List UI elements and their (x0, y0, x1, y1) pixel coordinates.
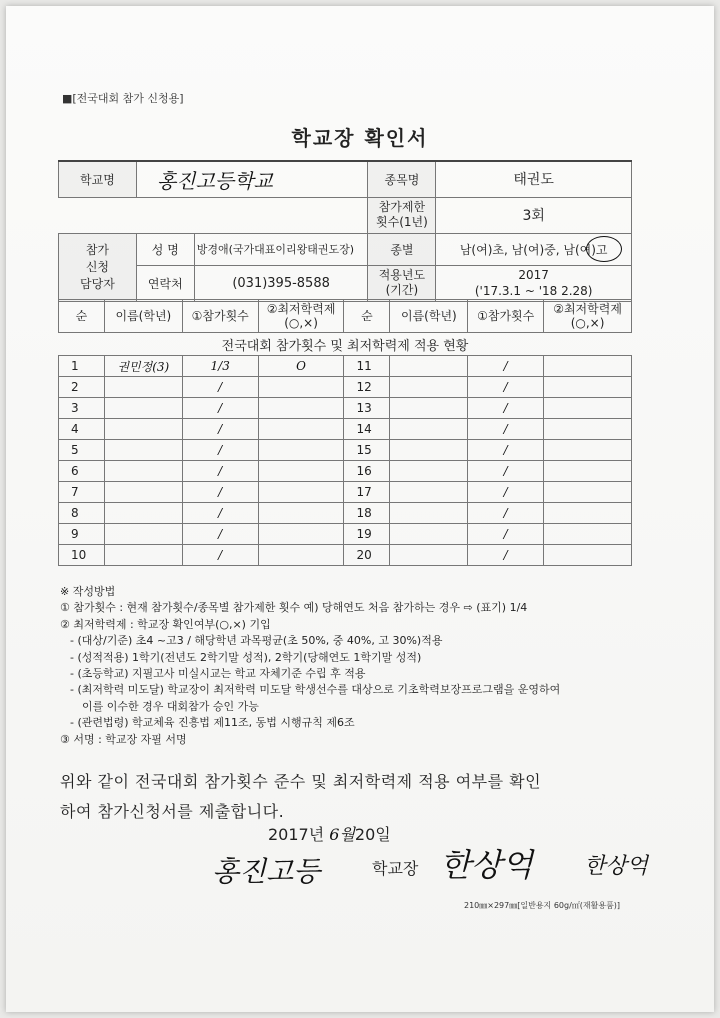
participation-count: / (182, 461, 258, 482)
instruction-2a: - (대상/기준) 초4 ~고3 / 해당학년 과목평균(초 50%, 중 40%, 고 30%)적용 (70, 634, 443, 648)
table-row (59, 461, 632, 482)
row-no: 5 (59, 440, 105, 461)
min-achievement (258, 545, 344, 566)
participation-limit-label: 참가제한 횟수(1년) (368, 197, 436, 233)
table-row (59, 503, 632, 524)
instruction-2d-cont: 이를 이수한 경우 대회참가 승인 가능 (82, 699, 259, 713)
info-table (58, 160, 632, 302)
min-achievement (544, 482, 632, 503)
date-month: 6월 (329, 825, 355, 844)
table-row (59, 377, 632, 398)
instruction-2: ② 최저학력제 : 학교장 확인여부(○,×) 기입 (60, 617, 271, 631)
school-signature: 홍진고등 (212, 855, 321, 888)
instruction-2d: - (최저학력 미도달) 학교장이 최저학력 미도달 학생선수를 대상으로 기초학력보장프로그램을 운영하여 (70, 683, 561, 697)
participation-count: / (468, 356, 544, 377)
participation-count: / (468, 545, 544, 566)
table-row (59, 356, 632, 377)
table-row (59, 440, 632, 461)
participation-count: / (468, 503, 544, 524)
participation-count: / (182, 419, 258, 440)
table-row (59, 524, 632, 545)
min-achievement (544, 419, 632, 440)
student-name (104, 524, 182, 545)
min-achievement (544, 440, 632, 461)
student-name (390, 482, 468, 503)
min-achievement (544, 377, 632, 398)
student-name (104, 419, 182, 440)
row-no: 10 (59, 545, 105, 566)
min-achievement (544, 356, 632, 377)
declaration-line-1: 위와 같이 전국대회 참가횟수 준수 및 최저학력제 적용 여부를 확인 (60, 772, 542, 791)
declaration (60, 767, 660, 827)
document-title: 학교장 확인서 (291, 126, 429, 150)
header-no: 순 (344, 300, 390, 333)
row-no: 6 (59, 461, 105, 482)
contact-value: (031)395-8588 (194, 265, 368, 301)
student-name (390, 545, 468, 566)
student-name (104, 398, 182, 419)
student-name (390, 503, 468, 524)
participation-count: / (182, 398, 258, 419)
row-no: 15 (344, 440, 390, 461)
header-name: 이름(학년) (104, 300, 182, 333)
student-name (104, 545, 182, 566)
paper-spec: 210㎜×297㎜[일반용지 60g/㎡(재활용품)] (464, 901, 621, 910)
min-achievement (544, 545, 632, 566)
table-row (59, 545, 632, 566)
principal-label: 학교장 (372, 859, 419, 878)
participation-count: / (182, 440, 258, 461)
participation-limit-value: 3회 (436, 197, 632, 233)
row-no: 17 (344, 482, 390, 503)
min-achievement (258, 377, 344, 398)
date-year: 2017년 (268, 825, 325, 844)
header-name: 이름(학년) (390, 300, 468, 333)
row-no: 1 (59, 356, 105, 377)
student-name (104, 377, 182, 398)
school-name-value: 홍진고등학교 (136, 161, 368, 197)
student-name (390, 398, 468, 419)
selected-category-circle (586, 236, 622, 262)
instructions (60, 584, 660, 748)
row-no: 4 (59, 419, 105, 440)
row-no: 7 (59, 482, 105, 503)
min-achievement (544, 524, 632, 545)
apply-year-label: 적용년도 (기간) (368, 265, 436, 301)
declaration-line-2: 하여 참가신청서를 제출합니다. (60, 802, 285, 821)
status-table-body (59, 356, 632, 566)
participation-count: / (468, 419, 544, 440)
sport-label: 종목명 (368, 161, 436, 197)
row-no: 2 (59, 377, 105, 398)
row-no: 20 (344, 545, 390, 566)
row-no: 12 (344, 377, 390, 398)
student-name (104, 461, 182, 482)
row-no: 11 (344, 356, 390, 377)
date (268, 822, 391, 845)
instruction-2b: - (성적적용) 1학기(전년도 2학기말 성적), 2학기(당해연도 1학기말 성적) (70, 650, 422, 664)
min-achievement (258, 461, 344, 482)
date-day: 20일 (354, 825, 391, 844)
participation-count: / (182, 377, 258, 398)
row-no: 14 (344, 419, 390, 440)
status-table-caption: 전국대회 참가횟수 및 최저학력제 적용 현황 (59, 333, 632, 356)
table-row (59, 419, 632, 440)
header-count: ①참가횟수 (468, 300, 544, 333)
participation-count: / (182, 482, 258, 503)
participation-count: 1/3 (182, 356, 258, 377)
category-value: 남(여)초, 남(여)중, 남(여)고 (436, 233, 632, 265)
student-name: 권민정(3) (104, 356, 182, 377)
principal-seal: 한상억 (584, 853, 648, 879)
participation-count: / (182, 524, 258, 545)
manager-name-value: 방경애(국가대표이리왕태권도장) (194, 233, 368, 265)
student-name (390, 461, 468, 482)
min-achievement (258, 419, 344, 440)
min-achievement (258, 398, 344, 419)
min-achievement (544, 503, 632, 524)
min-achievement (544, 461, 632, 482)
row-no: 18 (344, 503, 390, 524)
participation-count: / (468, 461, 544, 482)
manager-name-label: 성 명 (136, 233, 194, 265)
principal-signature: 한상억 (440, 846, 533, 884)
school-name-label: 학교명 (59, 161, 137, 197)
min-achievement (544, 398, 632, 419)
row-no: 8 (59, 503, 105, 524)
row-no: 16 (344, 461, 390, 482)
sport-value: 태권도 (436, 161, 632, 197)
header-min-achievement: ②최저학력제 (○,×) (544, 300, 632, 333)
min-achievement (258, 482, 344, 503)
row-no: 19 (344, 524, 390, 545)
instruction-3: ③ 서명 : 학교장 자필 서명 (60, 732, 187, 746)
participation-count: / (468, 524, 544, 545)
table-row (59, 482, 632, 503)
min-achievement: O (258, 356, 344, 377)
header-count: ①참가횟수 (182, 300, 258, 333)
table-row (59, 398, 632, 419)
participation-count: / (182, 503, 258, 524)
status-table (58, 299, 632, 566)
min-achievement (258, 524, 344, 545)
student-name (390, 440, 468, 461)
min-achievement (258, 440, 344, 461)
header-min-achievement: ②최저학력제 (○,×) (258, 300, 344, 333)
min-achievement (258, 503, 344, 524)
student-name (390, 356, 468, 377)
student-name (104, 482, 182, 503)
student-name (104, 440, 182, 461)
row-no: 3 (59, 398, 105, 419)
row-no: 13 (344, 398, 390, 419)
student-name (104, 503, 182, 524)
participation-count: / (468, 398, 544, 419)
contact-label: 연락처 (136, 265, 194, 301)
manager-label: 참가 신청 담당자 (59, 233, 137, 301)
row-no: 9 (59, 524, 105, 545)
instructions-heading: ※ 작성방법 (60, 585, 116, 598)
student-name (390, 524, 468, 545)
student-name (390, 419, 468, 440)
participation-count: / (468, 482, 544, 503)
student-name (390, 377, 468, 398)
participation-count: / (182, 545, 258, 566)
header-no: 순 (59, 300, 105, 333)
category-label: 종별 (368, 233, 436, 265)
instruction-2e: - (관련법령) 학교체육 진흥법 제11조, 동법 시행규칙 제6조 (70, 716, 355, 730)
participation-count: / (468, 377, 544, 398)
participation-count: / (468, 440, 544, 461)
instruction-2c: - (초등학교) 지필고사 미실시교는 학교 자체기준 수립 후 적용 (70, 667, 366, 681)
apply-year-value: 2017 ('17.3.1 ~ '18 2.28) (436, 265, 632, 301)
instruction-1: ① 참가횟수 : 현재 참가횟수/종목별 참가제한 횟수 예) 당해연도 처음 참가하는 경우 ⇨ (표기) 1/4 (60, 601, 528, 615)
form-type-note: ■[전국대회 참가 신청용] (62, 92, 184, 105)
